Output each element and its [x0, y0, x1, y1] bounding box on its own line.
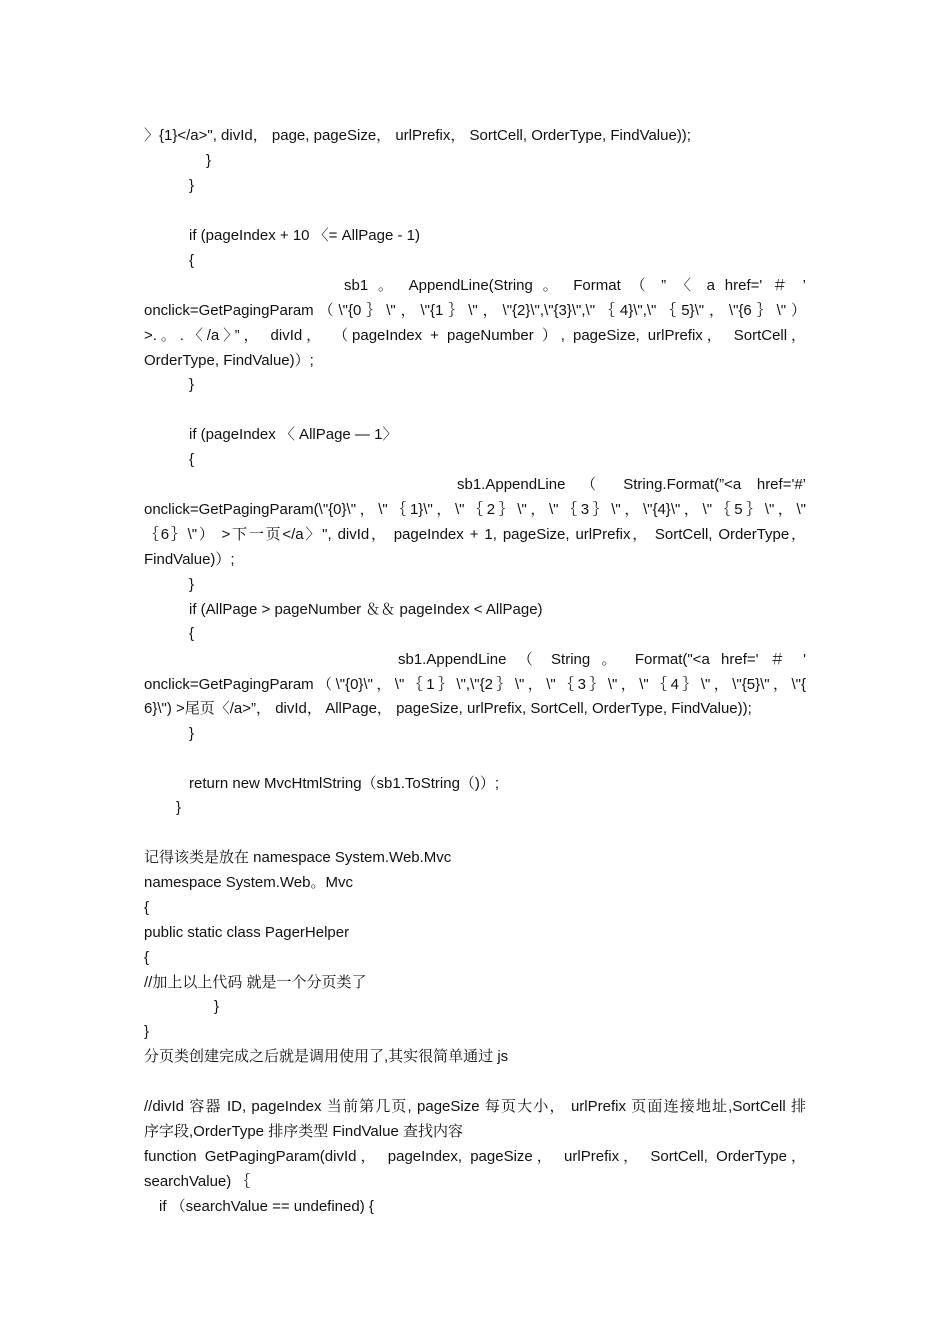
code-line: {	[144, 899, 150, 916]
code-line: sb1.AppendLine （ String 。 Format("<a href=' ＃ '	[398, 651, 806, 668]
code-line: searchValue) ｛	[144, 1173, 251, 1190]
code-line: {	[189, 451, 195, 468]
code-line: onclick=GetPagingParam(\"{0}\"，\"｛1}\"，\"｛2｝\"，\"｛3｝\"，\"{4}\"，\"｛5｝\"，\"	[144, 501, 806, 518]
code-line: {	[189, 252, 195, 269]
code-line: if （searchValue == undefined) {	[159, 1198, 374, 1215]
code-line: if (AllPage > pageNumber ＆＆ pageIndex < AllPage)	[189, 601, 543, 618]
code-line: sb1 。 AppendLine(String 。 Format （ ” 〈 a href=' ＃ ’	[344, 277, 806, 294]
code-line: function GetPagingParam(divId， pageIndex, pageSize， urlPrefix， SortCell, OrderType，	[144, 1148, 806, 1165]
code-line: if (pageIndex + 10 〈= AllPage - 1)	[189, 227, 420, 244]
code-line: 序字段,OrderType 排序类型 FindValue 查找内容	[144, 1123, 463, 1140]
code-line: ｛6｝\"） >下一页</a〉", divId， pageIndex + 1, pageSize, urlPrefix， SortCell, OrderType，	[144, 526, 806, 543]
code-line: sb1.AppendLine （ String.Format(”<a href='#’	[457, 476, 806, 493]
code-line: onclick=GetPagingParam（\"{0｝\"，\"{1｝\"，\"{2}\",\"{3}\",\"｛4}\",\"｛5}\"，\"{6｝\"）	[144, 302, 806, 319]
code-line: //divId 容器 ID, pageIndex 当前第几页, pageSize 每页大小， urlPrefix 页面连接地址,SortCell 排	[144, 1098, 806, 1115]
code-line: }	[189, 576, 195, 593]
code-line: onclick=GetPagingParam（\"{0}\"，\"｛1｝\",\"{2｝\"，\"｛3｝\"，\"｛4｝\"，\"{5}\"，\"{	[144, 676, 806, 693]
code-line: 6}\") >尾页〈/a>”， divId， AllPage， pageSize, urlPrefix, SortCell, OrderType, FindValue));	[144, 700, 752, 717]
code-line: namespace System.Web。Mvc	[144, 874, 353, 891]
code-line: }	[189, 376, 195, 393]
code-line: }	[189, 725, 195, 742]
code-line: }	[214, 998, 220, 1015]
code-line: {	[144, 949, 150, 966]
code-line: 〉{1}</a>", divId， page, pageSize， urlPrefix， SortCell, OrderType, FindValue));	[144, 127, 691, 144]
code-line: }	[206, 152, 212, 169]
code-line: }	[189, 177, 195, 194]
code-line: FindValue)）;	[144, 551, 235, 568]
code-line: }	[144, 1023, 150, 1040]
code-line: >.。.〈/a〉”， divId， （pageIndex + pageNumber ）, pageSize, urlPrefix， SortCell，	[144, 327, 806, 344]
code-line: OrderType, FindValue)）;	[144, 352, 314, 369]
code-line: {	[189, 625, 195, 642]
code-line: //加上以上代码 就是一个分页类了	[144, 974, 367, 991]
text-line: 记得该类是放在 namespace System.Web.Mvc	[144, 849, 452, 866]
text-line: 分页类创建完成之后就是调用使用了,其实很简单通过 js	[144, 1048, 509, 1065]
code-line: if (pageIndex 〈 AllPage — 1〉	[189, 426, 398, 443]
code-line: }	[176, 799, 182, 816]
code-line: return new MvcHtmlString（sb1.ToString（)）;	[189, 775, 500, 792]
code-line: public static class PagerHelper	[144, 924, 350, 941]
